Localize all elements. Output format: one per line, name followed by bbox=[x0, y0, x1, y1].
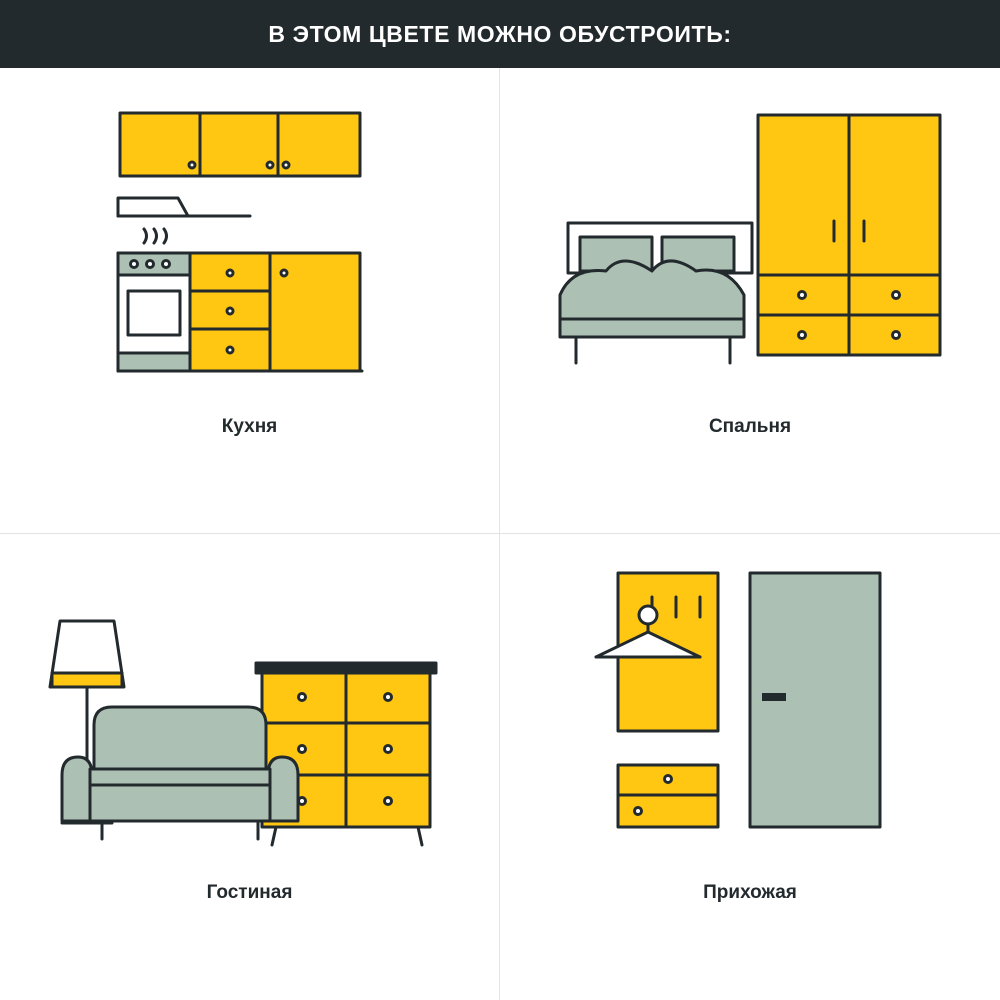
room-caption-bedroom: Спальня bbox=[708, 416, 792, 437]
room-card-bedroom[interactable] bbox=[500, 68, 1000, 534]
header-banner bbox=[0, 0, 1000, 68]
room-caption-living-room: Гостиная bbox=[206, 882, 293, 903]
room-caption-hallway: Прихожая bbox=[703, 882, 797, 903]
living-room-illustration bbox=[0, 546, 499, 876]
hallway-illustration bbox=[500, 546, 1000, 876]
bedroom-illustration bbox=[500, 80, 1000, 410]
room-card-kitchen[interactable] bbox=[0, 68, 500, 534]
rooms-grid bbox=[0, 68, 1000, 1000]
room-caption-kitchen: Кухня bbox=[221, 416, 278, 437]
kitchen-illustration bbox=[0, 80, 499, 410]
room-card-hallway[interactable] bbox=[500, 534, 1000, 1000]
room-card-living-room[interactable] bbox=[0, 534, 500, 1000]
page-title: В ЭТОМ ЦВЕТЕ МОЖНО ОБУСТРОИТЬ: bbox=[268, 20, 732, 47]
